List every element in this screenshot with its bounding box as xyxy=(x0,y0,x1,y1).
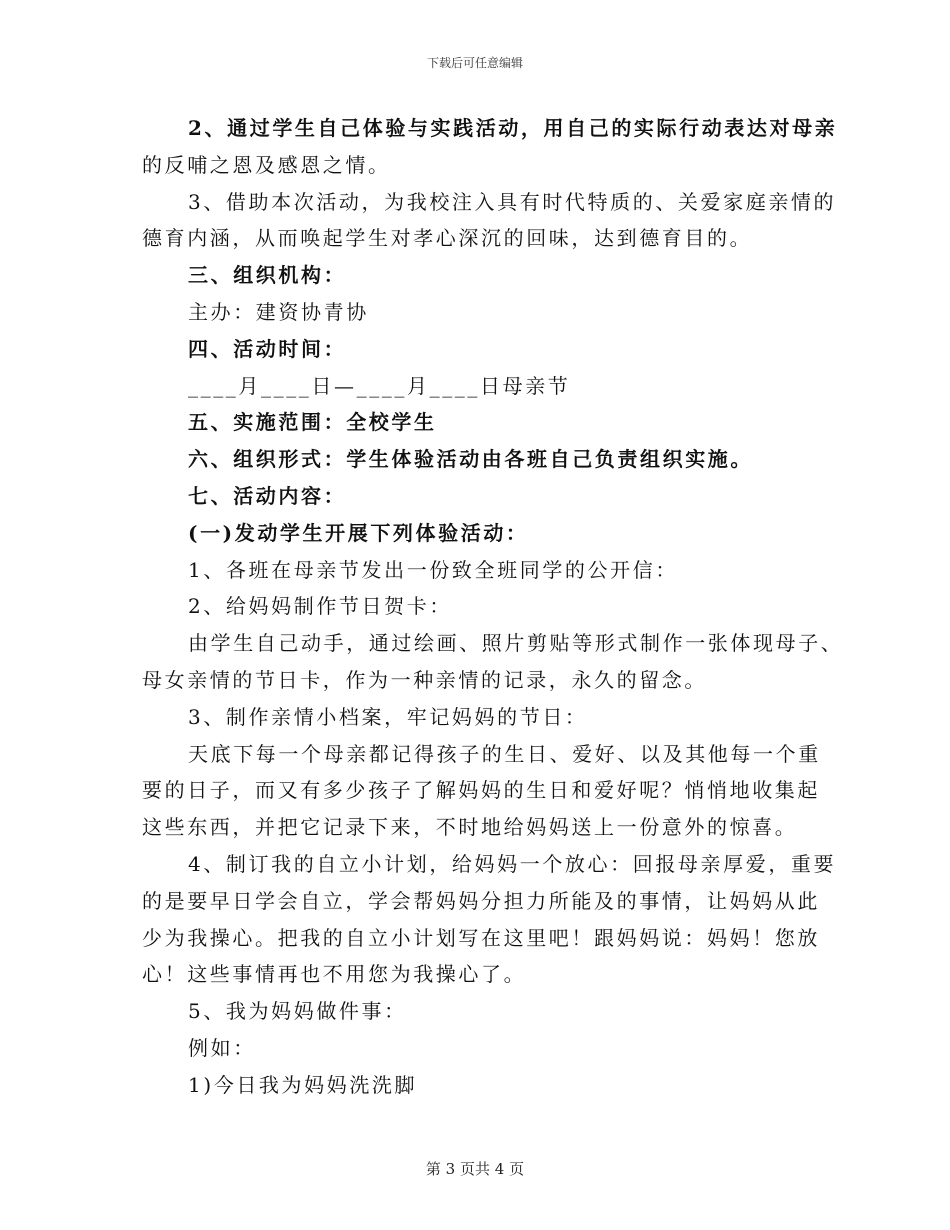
paragraph-line: 的是要早日学会自立，学会帮妈妈分担力所能及的事情，让妈妈从此 xyxy=(142,888,820,913)
page-footer: 第 3 页共 4 页 xyxy=(425,1160,525,1178)
paragraph-line: 主办：建资协青协 xyxy=(188,299,369,324)
paragraph-line: 要的日子，而又有多少孩子了解妈妈的生日和爱好呢？悄悄地收集起 xyxy=(142,778,820,803)
line-text: 2、通过学生自己体验与实践活动，用自己的实际行动表达对母亲 xyxy=(188,116,838,140)
paragraph-line: 天底下每一个母亲都记得孩子的生日、爱好、以及其他每一个重 xyxy=(188,741,821,766)
section-heading: 六、组织形式：学生体验活动由各班自己负责组织实施。 xyxy=(188,447,753,472)
section-heading: 四、活动时间： xyxy=(188,336,347,361)
section-heading: 五、实施范围：全校学生 xyxy=(188,410,437,435)
date-blank-line: ____月____日—____月____日母亲节 xyxy=(188,373,571,398)
list-item: 2、给妈妈制作节日贺卡： xyxy=(188,594,452,619)
paragraph-line xyxy=(142,110,838,147)
paragraph-line: 由学生自己动手，通过绘画、照片剪贴等形式制作一张体现母子、 xyxy=(188,631,844,656)
section-heading: 七、活动内容： xyxy=(188,483,347,508)
paragraph-line: 例如： xyxy=(188,1035,256,1060)
list-item: 3、制作亲情小档案，牢记妈妈的节日： xyxy=(188,704,588,729)
paragraph-line xyxy=(142,184,837,221)
page-header: 下载后可任意编辑 xyxy=(426,56,523,70)
paragraph-line: 母女亲情的节日卡，作为一种亲情的记录，永久的留念。 xyxy=(142,667,707,692)
list-item: 4、制订我的自立小计划，给妈妈一个放心：回报母亲厚爱，重要 xyxy=(188,851,837,876)
list-item: 1)今日我为妈妈洗洗脚 xyxy=(188,1072,418,1097)
paragraph-line: 德育内涵，从而唤起学生对孝心深沉的回味，达到德育目的。 xyxy=(142,226,753,251)
paragraph-line: 这些东西，并把它记录下来，不时地给妈妈送上一份意外的惊喜。 xyxy=(142,815,798,840)
list-item: 1、各班在母亲节发出一份致全班同学的公开信： xyxy=(188,557,678,582)
list-item: 5、我为妈妈做件事： xyxy=(188,999,407,1024)
section-heading: 三、组织机构： xyxy=(188,263,347,288)
paragraph-line: 心！这些事情再也不用您为我操心了。 xyxy=(142,962,527,987)
line-text: 3、借助本次活动，为我校注入具有时代特质的、关爱家庭亲情的 xyxy=(188,189,837,214)
page-body xyxy=(142,110,844,1104)
paragraph-line: 少为我操心。把我的自立小计划写在这里吧！跟妈妈说：妈妈！您放 xyxy=(142,925,820,950)
paragraph-line: 的反哺之恩及感恩之情。 xyxy=(142,152,391,177)
subsection-heading: (一)发动学生开展下列体验活动： xyxy=(188,520,529,545)
